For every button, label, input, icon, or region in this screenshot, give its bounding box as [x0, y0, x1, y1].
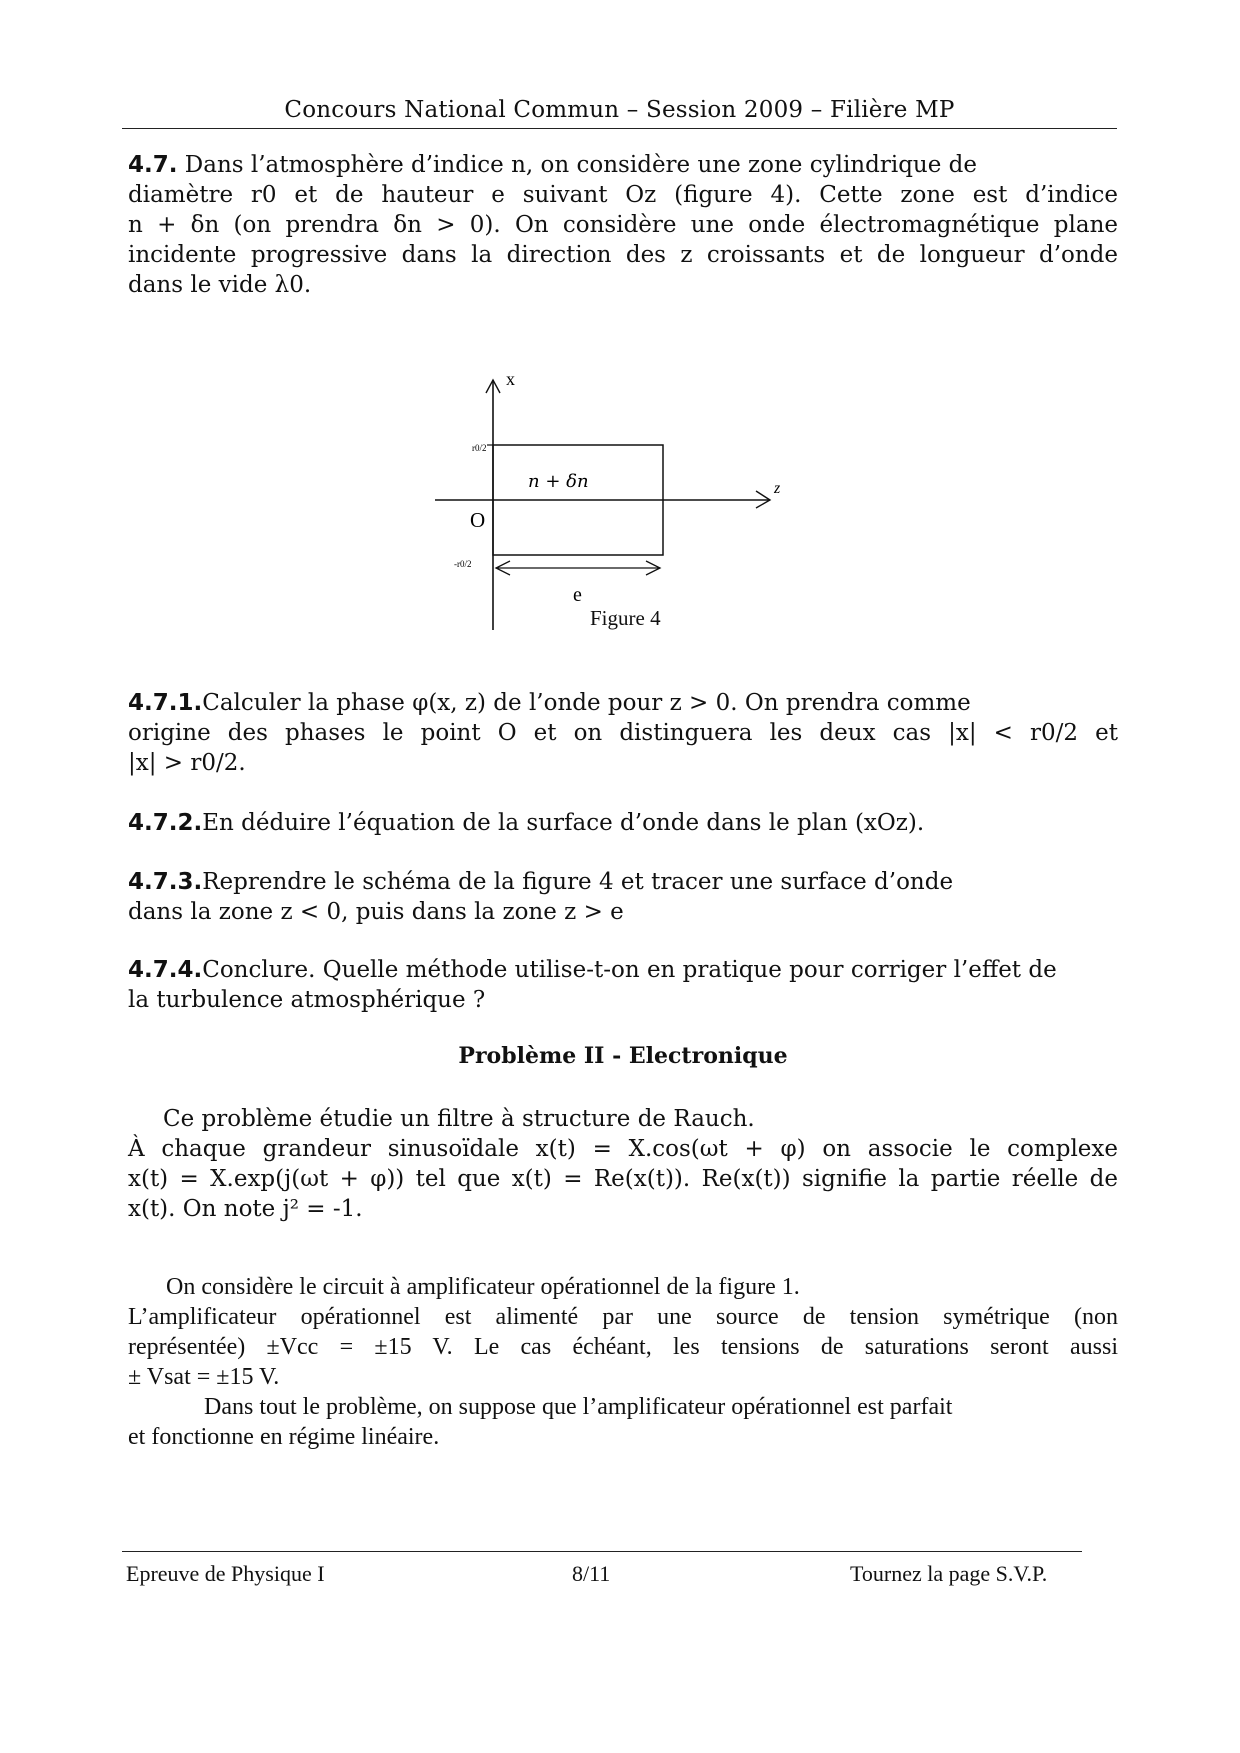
q474-line2: la turbulence atmosphérique ?	[128, 987, 486, 1013]
q47-number: 4.7.	[128, 152, 178, 178]
q471-number: 4.7.1.	[128, 690, 203, 716]
p1-line1: Ce problème étudie un filtre à structure de Rauch.	[163, 1106, 755, 1132]
q47-line1-text: Dans l’atmosphère d’indice n, on considère une zone cylindrique de	[184, 152, 977, 178]
p1-line3: x(t) = X.exp(j(ωt + φ)) tel que x(t) = Re(x(t)). Re(x(t)) signifie la partie réelle de	[128, 1166, 1118, 1192]
figure-4-diagram	[430, 365, 810, 635]
problem-2-circuit	[128, 1272, 1118, 1452]
q473-number: 4.7.3.	[128, 869, 203, 895]
p2-line1: On considère le circuit à amplificateur opérationnel de la figure 1.	[166, 1274, 800, 1300]
q474-line1	[128, 955, 1118, 985]
problem-2-title: Problème II - Electronique	[458, 1043, 788, 1069]
q47-line1	[128, 150, 1118, 180]
width-label: e	[573, 584, 582, 606]
x-axis-label: x	[506, 369, 515, 389]
p2-line6: et fonctionne en régime linéaire.	[128, 1424, 440, 1450]
z-axis-label: z	[774, 480, 781, 497]
q473-line1-text: Reprendre le schéma de la figure 4 et tracer une surface d’onde	[202, 869, 954, 895]
question-4-7-3	[128, 867, 1118, 927]
p1-line2: À chaque grandeur sinusoïdale x(t) = X.cos(ωt + φ) on associe le complexe	[128, 1136, 1118, 1162]
q473-line2: dans la zone z < 0, puis dans la zone z > e	[128, 899, 624, 925]
q474-number: 4.7.4.	[128, 957, 203, 983]
q47-line3: n + δn (on prendra δn > 0). On considère une onde électromagnétique plane	[128, 212, 1118, 238]
p2-line2: L’amplificateur opérationnel est alimenté par une source de tension symétrique (non	[128, 1304, 1118, 1330]
header-rule	[122, 128, 1117, 129]
question-4-7-1	[128, 688, 1118, 778]
footer-rule	[122, 1551, 1082, 1552]
q471-line1	[128, 688, 1118, 718]
problem-2-intro	[128, 1104, 1118, 1224]
q471-line3: |x| > r0/2.	[128, 750, 246, 776]
p2-line4: ± Vsat = ±15 V.	[128, 1364, 280, 1390]
q473-line1	[128, 867, 1118, 897]
top-tick-label: r0/2	[472, 443, 487, 453]
question-4-7-2	[128, 808, 1118, 838]
zone-index-label: n + δn	[528, 471, 589, 492]
question-4-7-4	[128, 955, 1118, 1015]
p2-line5: Dans tout le problème, on suppose que l’amplificateur opérationnel est parfait	[204, 1394, 953, 1420]
footer-page-number: 8/11	[572, 1561, 611, 1586]
p1-line4: x(t). On note j² = -1.	[128, 1196, 363, 1222]
q471-line1-text: Calculer la phase φ(x, z) de l’onde pour z > 0. On prendra comme	[202, 690, 971, 716]
question-4-7	[128, 150, 1118, 300]
origin-label: O	[470, 508, 486, 532]
q47-line5: dans le vide λ0.	[128, 272, 312, 298]
figure-caption: Figure 4	[590, 606, 661, 630]
q472-text: En déduire l’équation de la surface d’onde dans le plan (xOz).	[202, 810, 925, 836]
q471-line2: origine des phases le point O et on distinguera les deux cas |x| < r0/2 et	[128, 720, 1118, 746]
bottom-tick-label: -r0/2	[454, 559, 472, 569]
footer-right: Tournez la page S.V.P.	[850, 1561, 1048, 1586]
p2-line3: représentée) ±Vcc = ±15 V. Le cas échéant, les tensions de saturations seront aussi	[128, 1334, 1118, 1360]
q472-number: 4.7.2.	[128, 810, 203, 836]
q47-line2: diamètre r0 et de hauteur e suivant Oz (figure 4). Cette zone est d’indice	[128, 182, 1118, 208]
footer-left: Epreuve de Physique I	[126, 1561, 325, 1586]
page-header: Concours National Commun – Session 2009 – Filière MP	[284, 97, 955, 123]
q47-line4: incidente progressive dans la direction des z croissants et de longueur d’onde	[128, 242, 1118, 268]
q472-line	[128, 808, 1118, 838]
q474-line1-text: Conclure. Quelle méthode utilise-t-on en pratique pour corriger l’effet de	[202, 957, 1057, 983]
